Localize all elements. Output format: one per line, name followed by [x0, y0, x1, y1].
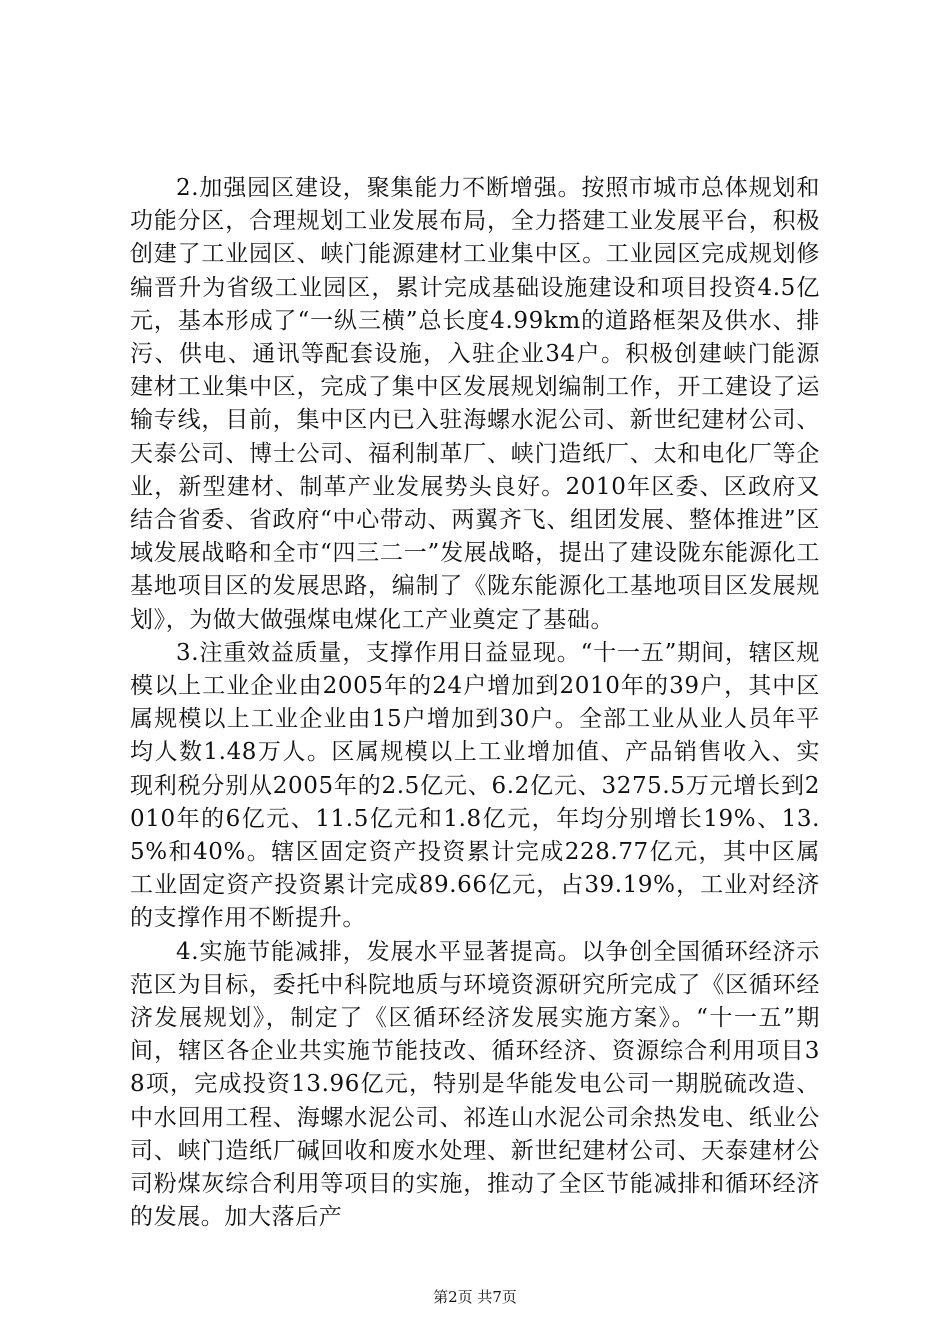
- document-body: [130, 172, 820, 1235]
- paragraph-energy-saving: 4.实施节能减排，发展水平显著提高。以争创全国循环经济示范区为目标，委托中科院地质与环境资源研究所完成了《区循环经济发展规划》，制定了《区循环经济发展实施方案》。“十一五”期间，辖区各企业共实施节能技改、循环经济、资源综合利用项目38项，完成投资13.96亿元，特别是华能发电公司一期脱硫改造、中水回用工程、海螺水泥公司、祁连山水泥公司余热发电、纸业公司、峡门造纸厂碱回收和废水处理、新世纪建材公司、天泰建材公司粉煤灰综合利用等项目的实施，推动了全区节能减排和循环经济的发展。加大落后产: [130, 938, 820, 1231]
- paragraph-park-construction: 2.加强园区建设，聚集能力不断增强。按照市城市总体规划和功能分区，合理规划工业发展布局，全力搭建工业发展平台，积极创建了工业园区、峡门能源建材工业集中区。工业园区完成规划修编晋升为省级工业园区，累计完成基础设施建设和项目投资4.5亿元，基本形成了“一纵三横”总长度4.99km的道路框架及供水、排污、供电、通讯等配套设施，入驻企业34户。积极创建峡门能源建材工业集中区，完成了集中区发展规划编制工作，开工建设了运输专线，目前，集中区内已入驻海螺水泥公司、新世纪建材公司、天泰公司、博士公司、福利制革厂、峡门造纸厂、太和电化厂等企业，新型建材、制革产业发展势头良好。2010年区委、区政府又结合省委、省政府“中心带动、两翼齐飞、组团发展、整体推进”区域发展战略和全市“四三二一”发展战略，提出了建设陇东能源化工基地项目区的发展思路，编制了《陇东能源化工基地项目区发展规划》，为做大做强煤电煤化工产业奠定了基础。: [130, 175, 820, 633]
- paragraph-efficiency-quality: 3.注重效益质量，支撑作用日益显现。“十一五”期间，辖区规模以上工业企业由2005年的24户增加到2010年的39户，其中区属规模以上工业企业由15户增加到30户。全部工业从业人员年平均人数1.48万人。区属规模以上工业增加值、产品销售收入、实现利税分别从2005年的2.5亿元、6.2亿元、3275.5万元增长到2010年的6亿元、11.5亿元和1.8亿元，年均分别增长19%、13.5%和40%。辖区固定资产投资累计完成228.77亿元，其中区属工业固定资产投资累计完成89.66亿元，占39.19%，工业对经济的支撑作用不断提升。: [130, 639, 820, 932]
- page-footer: 第2页 共7页: [433, 1288, 517, 1306]
